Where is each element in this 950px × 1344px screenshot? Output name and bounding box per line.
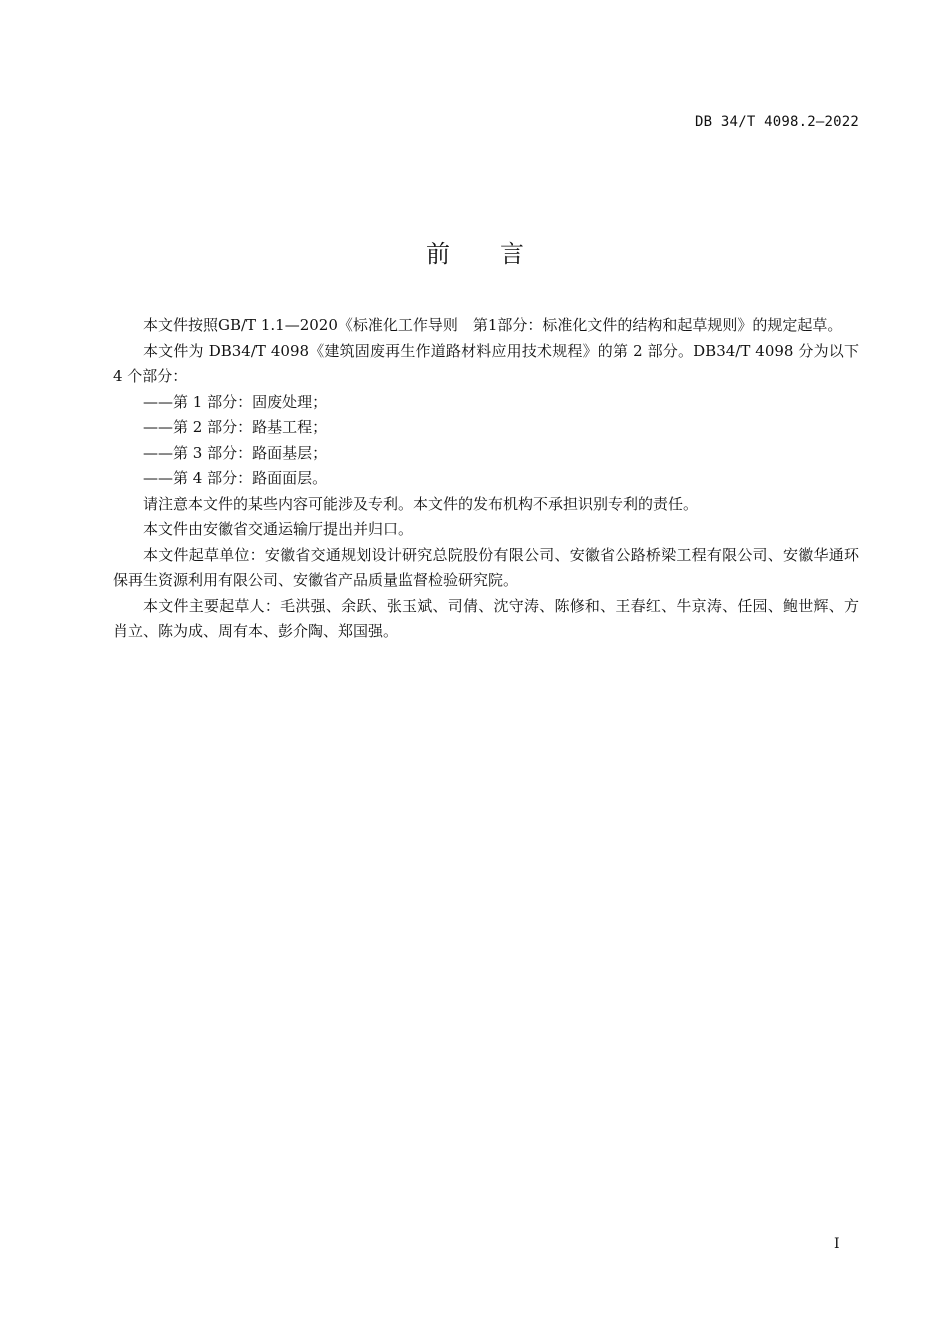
paragraph-drafting-units: 本文件起草单位：安徽省交通规划设计研究总院股份有限公司、安徽省公路桥梁工程有限公司、安徽华通环保再生资源利用有限公司、安徽省产品质量监督检验研究院。 [113,545,859,589]
list-item-part-4: ——第 4 部分：路面面层。 [143,469,328,487]
paragraph-proposer: 本文件由安徽省交通运输厅提出并归口。 [143,520,414,538]
paragraph-part-intro: 本文件为 DB34/T 4098《建筑固废再生作道路材料应用技术规程》的第 2 部分。DB34/T 4098 分为以下 4 个部分： [113,341,859,385]
paragraph-patent-notice: 请注意本文件的某些内容可能涉及专利。本文件的发布机构不承担识别专利的责任。 [143,494,699,513]
list-item-part-1: ——第 1 部分：固废处理； [143,392,328,411]
list-item-part-3: ——第 3 部分：路面基层； [143,443,328,462]
page-number: I [834,1236,840,1252]
foreword-body [113,313,859,645]
title-char-2: 言 [500,240,524,268]
document-code: DB 34/T 4098.2—2022 [695,114,859,130]
paragraph-drafting-rules: 本文件按照GB/T 1.1—2020《标准化工作导则 第1部分：标准化文件的结构和起草规则》的规定起草。 [143,316,843,334]
page-title [0,234,950,269]
list-item-part-2: ——第 2 部分：路基工程； [143,418,328,436]
title-char-1: 前 [426,240,450,268]
paragraph-drafters: 本文件主要起草人：毛洪强、余跃、张玉斌、司倩、沈守涛、陈修和、王春红、牛京涛、任园、鲍世辉、方肖立、陈为成、周有本、彭介陶、郑国强。 [113,596,859,640]
